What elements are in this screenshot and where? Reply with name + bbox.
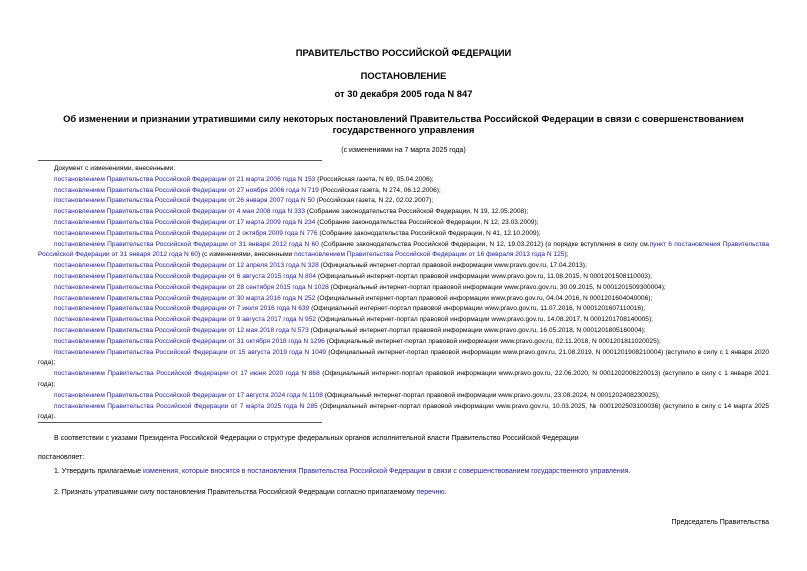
amendment-source: (Официальный интернет-портал правовой информации www.pravo.gov.ru, 17.04.2013);: [318, 262, 587, 270]
amendment-source: (Официальный интернет-портал правовой информации www.pravo.gov.ru, 11.08.2015, N 0001201508110003);: [316, 272, 652, 280]
amendment-source: (Официальный интернет-портал правовой информации www.pravo.gov.ru, 23.08.2024, N 0001202408230025);: [322, 391, 660, 399]
amendment-link[interactable]: постановлением Правительства Российской Федерации от 27 ноября 2006 года N 719: [54, 186, 319, 194]
amendment-item: [38, 196, 769, 207]
amendment-item: [38, 391, 769, 402]
divider-top: [38, 160, 322, 161]
amendment-item: [38, 283, 769, 294]
amendment-item: [38, 348, 769, 370]
amendment-link[interactable]: постановлением Правительства Российской Федерации от 12 апреля 2013 года N 328: [54, 262, 319, 270]
amendment-item: [38, 229, 769, 240]
amendment-item: [38, 294, 769, 305]
clause-2-text: 2. Признать утратившими силу постановления Правительства Российской Федерации согласно прилагаемому: [54, 489, 417, 496]
amendment-item: [38, 261, 769, 272]
amendment-link[interactable]: постановлением Правительства Российской Федерации от 15 августа 2019 года N 1049: [54, 348, 327, 356]
amendments-block: [38, 164, 769, 423]
amendment-link[interactable]: постановлением Правительства Российской Федерации от 31 января 2012 года N 60: [54, 240, 319, 248]
amendment-source: (Официальный интернет-портал правовой информации www.pravo.gov.ru, 11.07.2016, N 0001201607110016);: [309, 305, 646, 313]
amendment-source: (Российская газета, N 22, 02.02.2007);: [314, 197, 434, 205]
preamble-paragraph: В соответствии с указами Президента Российской Федерации о структуре федеральных органов исполнительной власти Правительство Российской Федерации: [54, 435, 579, 442]
amendment-item: [38, 402, 769, 424]
amendment-link[interactable]: постановлением Правительства Российской Федерации от 21 марта 2006 года N 153: [54, 175, 316, 183]
amendment-source: (Официальный интернет-портал правовой информации www.pravo.gov.ru, 22.06.2020, N 0001202006220013) (вступило в силу с 1 января 2021 года);: [38, 370, 769, 388]
amendments-intro: Документ с изменениями, внесенными:: [54, 165, 176, 172]
amendments-list: [38, 175, 769, 423]
amendment-link[interactable]: постановлением Правительства Российской Федерации от 17 июня 2020 года N 868: [54, 370, 320, 378]
amendment-link[interactable]: постановлением Правительства Российской Федерации от 26 января 2007 года N 50: [54, 197, 315, 205]
divider-bottom: [38, 422, 322, 423]
amendment-item: [38, 175, 769, 186]
amendment-link[interactable]: постановлением Правительства Российской Федерации от 7 марта 2025 года N 285: [54, 402, 318, 410]
clause-1: [38, 467, 769, 477]
amendment-source: (Официальный интернет-портал правовой информации www.pravo.gov.ru, 02.11.2018, N 0001201811020025);: [324, 337, 661, 345]
amendment-item: [38, 240, 769, 262]
amendment-source: (Официальный интернет-портал правовой информации www.pravo.gov.ru, 16.05.2018, N 0001201805160004);: [308, 326, 646, 334]
amendment-source: (Собрание законодательства Российской Федерации, N 12, 19.03.2012) (о порядке вступления в силу см.: [318, 240, 650, 248]
amendment-source: (Собрание законодательства Российской Федерации, N 41, 12.10.2009);: [317, 229, 541, 237]
document-type-heading: ПОСТАНОВЛЕНИЕ: [360, 70, 447, 81]
amendment-item: [38, 315, 769, 326]
clause-2-end: .: [444, 489, 447, 496]
amendment-item: [38, 337, 769, 348]
amendment-source: (Собрание законодательства Российской Федерации, N 19, 12.05.2008);: [305, 208, 529, 216]
amendment-link[interactable]: постановлением Правительства Российской Федерации от 16 февраля 2013 года N 125: [294, 251, 565, 259]
document-title: Об изменении и признании утратившими силу некоторых постановлений Правительства Российской Федерации в связи с совершенствованием государственного управления: [63, 113, 744, 135]
amendments-link[interactable]: изменения, которые вносятся в постановления Правительства Российской Федерации в связи с совершенствованием государственного управления: [142, 468, 629, 475]
amendment-item: [38, 272, 769, 283]
document-date-number: от 30 декабря 2005 года N 847: [334, 88, 473, 99]
amendment-source: (Официальный интернет-портал правовой информации www.pravo.gov.ru, 04.04.2016, N 0001201604040006);: [315, 294, 653, 302]
amendment-source: (Официальный интернет-портал правовой информации www.pravo.gov.ru, 21.08.2019, N 0001201908210004) (вступило в силу с 1 января 2020 года);: [38, 348, 769, 367]
amendment-item: [38, 326, 769, 337]
clause-2: [38, 488, 769, 498]
signature-title: Председатель Правительства: [671, 519, 769, 526]
amendment-link[interactable]: пункт 6 постановления Правительства Российской Федерации от 31 января 2012 года N 60: [38, 240, 770, 259]
amendment-source: );: [564, 251, 569, 259]
amendment-source: (Официальный интернет-портал правовой информации www.pravo.gov.ru, 14.08.2017, N 0001201708140005);: [316, 316, 653, 324]
amendment-source: (Официальный интернет-портал правовой информации www.pravo.gov.ru, 30.09.2015, N 0001201509300004);: [328, 283, 666, 291]
amendment-link[interactable]: постановлением Правительства Российской Федерации от 9 августа 2017 года N 952: [54, 316, 317, 324]
amendment-link[interactable]: постановлением Правительства Российской Федерации от 2 октября 2009 года N 776: [54, 229, 318, 237]
clause-1-end: .: [628, 468, 631, 475]
amendment-link[interactable]: постановлением Правительства Российской Федерации от 30 марта 2016 года N 252: [54, 294, 316, 302]
amendment-link[interactable]: постановлением Правительства Российской Федерации от 28 сентября 2015 года N 1028: [54, 283, 329, 291]
amendment-item: [38, 369, 769, 391]
amendment-source: ) (с изменениями, внесенными: [197, 251, 295, 259]
government-heading: ПРАВИТЕЛЬСТВО РОССИЙСКОЙ ФЕДЕРАЦИИ: [295, 47, 512, 58]
amendment-link[interactable]: постановлением Правительства Российской Федерации от 17 марта 2009 года N 234: [54, 218, 316, 226]
amendment-item: [38, 207, 769, 218]
resolves-word: постановляет:: [38, 454, 85, 461]
edition-note: (с изменениями на 7 марта 2025 года): [341, 147, 466, 154]
clause-1-text: 1. Утвердить прилагаемые: [54, 468, 143, 475]
amendment-item: [38, 186, 769, 197]
amendment-source: (Российская газета, N 69, 05.04.2006);: [315, 175, 434, 183]
amendment-item: [38, 304, 769, 315]
amendment-link[interactable]: постановлением Правительства Российской Федерации от 17 августа 2024 года N 1108: [54, 391, 323, 399]
amendment-link[interactable]: постановлением Правительства Российской Федерации от 31 октября 2018 года N 1296: [54, 337, 325, 345]
amendment-source: (Собрание законодательства Российской Федерации, N 12, 23.03.2009);: [315, 218, 539, 226]
list-link[interactable]: перечню: [416, 489, 445, 496]
amendment-link[interactable]: постановлением Правительства Российской Федерации от 6 августа 2015 года N 804: [54, 272, 317, 280]
amendment-source: (Российская газета, N 274, 06.12.2006);: [318, 186, 441, 194]
amendment-source: (Официальный интернет-портал правовой информации www.pravo.gov.ru, 10.03.2025, № 0001202503100036) (вступило в силу с 14 марта 2025 года).: [38, 402, 769, 421]
amendment-link[interactable]: постановлением Правительства Российской Федерации от 4 мая 2008 года N 333: [54, 208, 306, 216]
amendment-link[interactable]: постановлением Правительства Российской Федерации от 7 июля 2016 года N 639: [54, 305, 310, 313]
amendment-link[interactable]: постановлением Правительства Российской Федерации от 12 мая 2018 года N 573: [54, 326, 309, 334]
amendment-item: [38, 218, 769, 229]
